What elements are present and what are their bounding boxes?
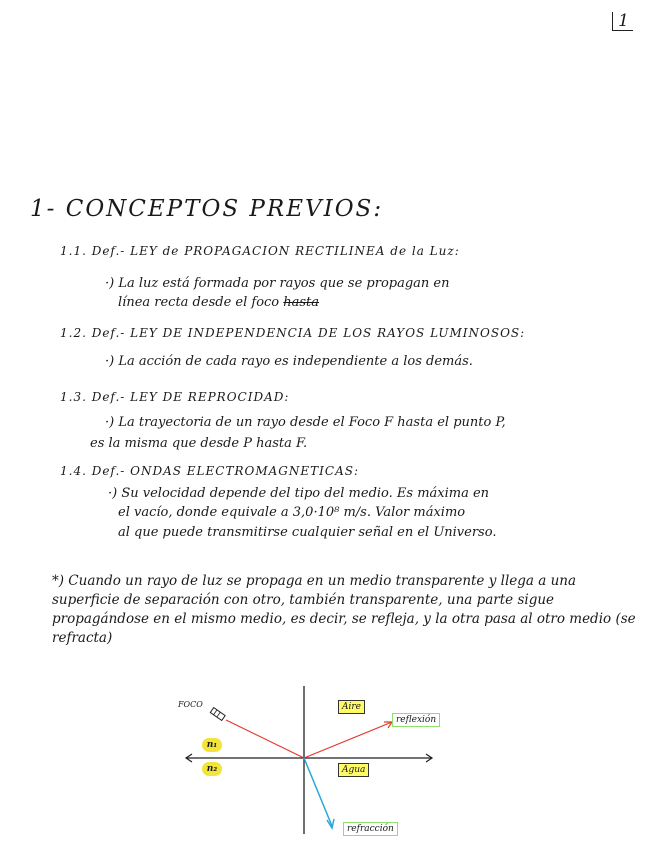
reflection-refraction-diagram (170, 682, 470, 842)
definition-line: ·) La trayectoria de un rayo desde el Foco F hasta el punto P, (105, 415, 506, 430)
agua-label: Agua (338, 763, 369, 777)
definition-line: al que puede transmitirse cualquier señal en el Universo. (118, 525, 497, 540)
section-title: 1- CONCEPTOS PREVIOS: (30, 196, 384, 222)
definition-line-text: línea recta desde el foco (118, 295, 280, 310)
explanatory-note: *) Cuando un rayo de luz se propaga en un medio transparente y llega a una superficie de separación con otro, también transparente, una parte sigue propagándose en el mismo medio, es decir, se refleja, y la otra pasa al otro medio (se refracta) (52, 573, 636, 646)
definition-line: es la misma que desde P hasta F. (90, 436, 308, 451)
incident-ray (226, 720, 304, 758)
definition-line: el vacío, donde equivale a 3,0·10⁸ m/s. Valor máximo (118, 505, 466, 520)
refraccion-label: refracción (343, 822, 398, 836)
aire-label: Aire (338, 700, 365, 714)
reflexion-label: reflexión (392, 713, 440, 727)
definition-line: ·) Su velocidad depende del tipo del medio. Es máxima en (108, 486, 490, 501)
definition-line: ·) La luz está formada por rayos que se propagan en (105, 276, 450, 291)
definition-heading-1: 1.1. Def.- LEY de PROPAGACION RECTILINEA de la Luz: (60, 244, 460, 258)
definition-line: ·) La acción de cada rayo es independiente a los demás. (105, 354, 473, 369)
struck-word: hasta (283, 295, 320, 310)
definition-heading-3: 1.3. Def.- LEY DE REPROCIDAD: (60, 390, 290, 404)
n2-label: n₂ (202, 762, 222, 776)
definition-line (118, 293, 319, 313)
reflected-ray (304, 722, 392, 758)
definition-heading-2: 1.2. Def.- LEY DE INDEPENDENCIA DE LOS RAYOS LUMINOSOS: (60, 326, 526, 340)
definition-heading-4: 1.4. Def.- ONDAS ELECTROMAGNETICAS: (60, 464, 359, 478)
refracted-ray (304, 758, 332, 826)
n1-label: n₁ (202, 738, 222, 752)
flashlight-icon (210, 708, 225, 721)
page-number: 1 (612, 12, 633, 31)
foco-label: FOCO (178, 700, 203, 709)
